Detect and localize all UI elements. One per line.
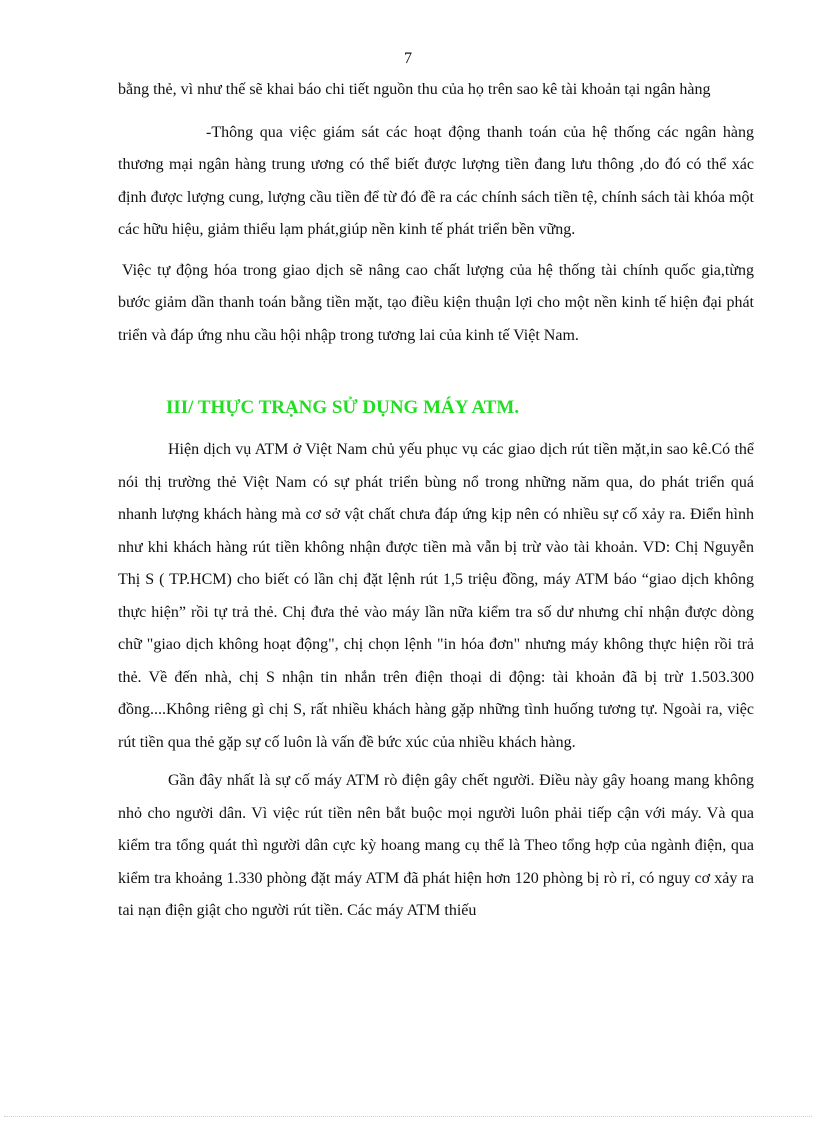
page-bottom-border: [4, 1116, 812, 1117]
paragraph-atm-status: Hiện dịch vụ ATM ở Việt Nam chủ yếu phục vụ các giao dịch rút tiền mặt,in sao kê.Có thể nói thị trường thẻ Việt Nam có sự phát triển bùng nổ trong những năm qua, do phát triển quá nhanh lượng khách hàng mà cơ sở vật chất chưa đáp ứng kịp nên có nhiều sự cố xảy ra. Điển hình như khi khách hàng rút tiền không nhận được tiền mà vẫn bị trừ vào tài khoản. VD: Chị Nguyễn Thị S ( TP.HCM) cho biết có lần chị đặt lệnh rút 1,5 triệu đồng, máy ATM báo “giao dịch không thực hiện” rồi tự trả thẻ. Chị đưa thẻ vào máy lần nữa kiểm tra số dư nhưng chỉ nhận được dòng chữ "giao dịch không hoạt động", chị chọn lệnh "in hóa đơn" nhưng máy không thực hiện rồi trả thẻ. Về đến nhà, chị S nhận tin nhắn trên điện thoại di động: tài khoản đã bị trừ 1.503.300 đồng....Không riêng gì chị S, rất nhiều khách hàng gặp những tình huống tương tự. Ngoài ra, việc rút tiền qua thẻ gặp sự cố luôn là vấn đề bức xúc của nhiều khách hàng.: [118, 441, 754, 751]
paragraph-continuation: bằng thẻ, vì như thế sẽ khai báo chi tiết nguồn thu của họ trên sao kê tài khoản tại ngân hàng: [118, 81, 711, 98]
section-heading: III/ THỰC TRẠNG SỬ DỤNG MÁY ATM.: [166, 397, 520, 418]
paragraph-atm-incident: Gần đây nhất là sự cố máy ATM rò điện gây chết người. Điều này gây hoang mang không nhỏ cho người dân. Vì việc rút tiền nên bắt buộc mọi người luôn phải tiếp cận với máy. Và qua kiểm tra tổng quát thì người dân cực kỳ hoang mang cụ thể là Theo tổng hợp của ngành điện, qua kiểm tra khoảng 1.330 phòng đặt máy ATM đã phát hiện hơn 120 phòng bị rò rỉ, có nguy cơ xảy ra tai nạn điện giật cho người rút tiền. Các máy ATM thiếu: [118, 772, 754, 919]
page-number: 7: [404, 50, 412, 67]
paragraph-bullet-monitoring: -Thông qua việc giám sát các hoạt động thanh toán của hệ thống các ngân hàng thương mại ngân hàng trung ương có thể biết được lượng tiền đang lưu thông ,do đó có thể xác định được lượng cung, lượng cầu tiền để từ đó đề ra các chính sách tiền tệ, chính sách tài khóa một các hữu hiệu, giảm thiểu lạm phát,giúp nền kinh tế phát triển bền vững.: [118, 123, 754, 238]
paragraph-automation: Việc tự động hóa trong giao dịch sẽ nâng cao chất lượng của hệ thống tài chính quốc gia,từng bước giảm dần thanh toán bằng tiền mặt, tạo điều kiện thuận lợi cho một nền kinh tế hiện đại phát triển và đáp ứng nhu cầu hội nhập trong tương lai của kinh tế Việt Nam.: [118, 261, 754, 344]
document-body: [118, 74, 754, 928]
